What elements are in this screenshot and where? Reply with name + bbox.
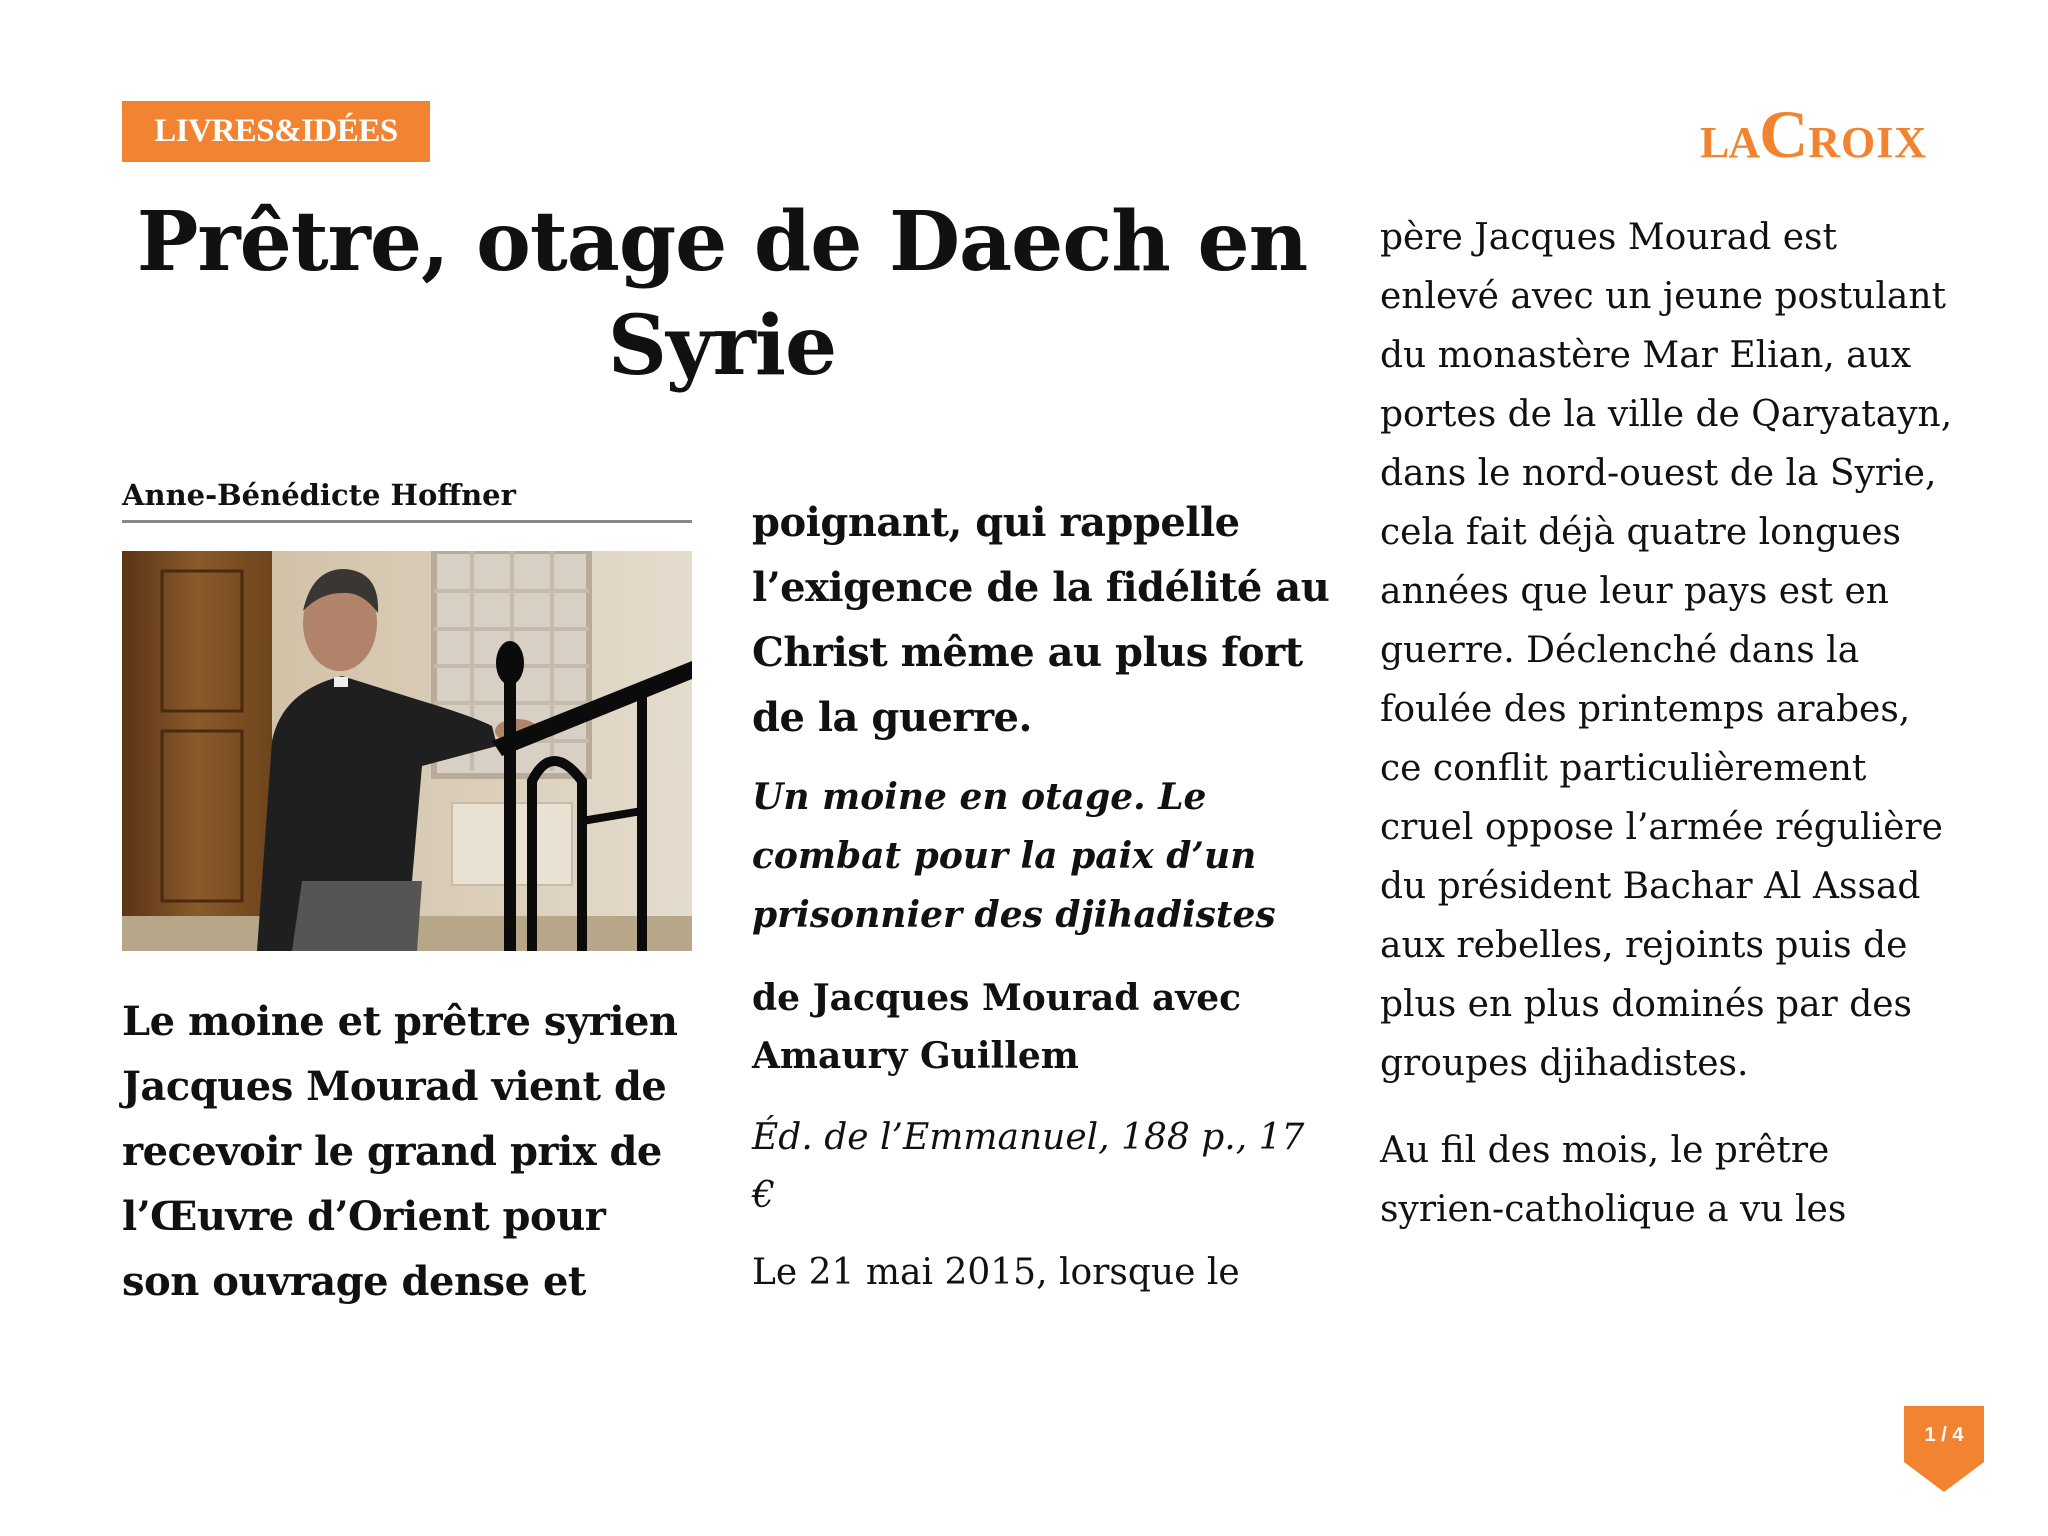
- page-indicator[interactable]: [1904, 1406, 1984, 1492]
- book-authors: de Jacques Mourad avec Amaury Guillem: [752, 977, 1242, 1077]
- logo-part-c: C: [1759, 96, 1809, 172]
- wooden-door: [122, 551, 272, 921]
- article-lede: Le moine et prêtre syrien Jacques Mourad vient de recevoir le grand prix de l’Œuvre d’Orient pour son ouvrage dense et: [122, 998, 678, 1305]
- column-3: [1380, 208, 1960, 1239]
- body-paragraph-1: père Jacques Mourad est enlevé avec un jeune postulant du monastère Mar Elian, aux portes de la ville de Qaryatayn, dans le nord-ouest de la Syrie, cela fait déjà quatre longues années que leur pays est en guerre. Déclenché dans la foulée des printemps arabes, ce conflit particulièrement cruel oppose l’armée régulière du président Bachar Al Assad aux rebelles, rejoints puis de plus en plus dominés par des groupes djihadistes.: [1380, 217, 1953, 1084]
- logo-part-roix: ROIX: [1808, 118, 1928, 167]
- article-lede-continued: poignant, qui rappelle l’exigence de la fidélité au Christ même au plus fort de la guerre.: [752, 499, 1330, 741]
- body-paragraph-start: Le 21 mai 2015, lorsque le: [752, 1252, 1240, 1293]
- body-paragraph-2: Au fil des mois, le prêtre syrien-catholique a vu les: [1380, 1130, 1847, 1230]
- article-headline: Prêtre, otage de Daech en Syrie: [136, 194, 1308, 394]
- section-tag: [122, 101, 430, 162]
- la-croix-logo[interactable]: [1700, 96, 1928, 172]
- page-indicator-shape: [1904, 1406, 1984, 1492]
- photo-illustration: [122, 551, 692, 951]
- author-byline[interactable]: Anne-Bénédicte Hoffner: [122, 478, 692, 523]
- book-title: Un moine en otage. Le combat pour la paix d’un prisonnier des djihadistes: [752, 776, 1276, 936]
- page-indicator-label: 1 / 4: [1924, 1424, 1964, 1446]
- logo-part-la: LA: [1700, 118, 1760, 167]
- column-2: [752, 490, 1332, 1302]
- priest-trousers: [292, 881, 422, 951]
- column-1: [122, 478, 692, 1314]
- article-photo: [122, 551, 692, 951]
- book-publisher: Éd. de l’Emmanuel, 188 p., 17 €: [752, 1117, 1305, 1216]
- section-tag-label: LIVRES&IDÉES: [154, 113, 398, 149]
